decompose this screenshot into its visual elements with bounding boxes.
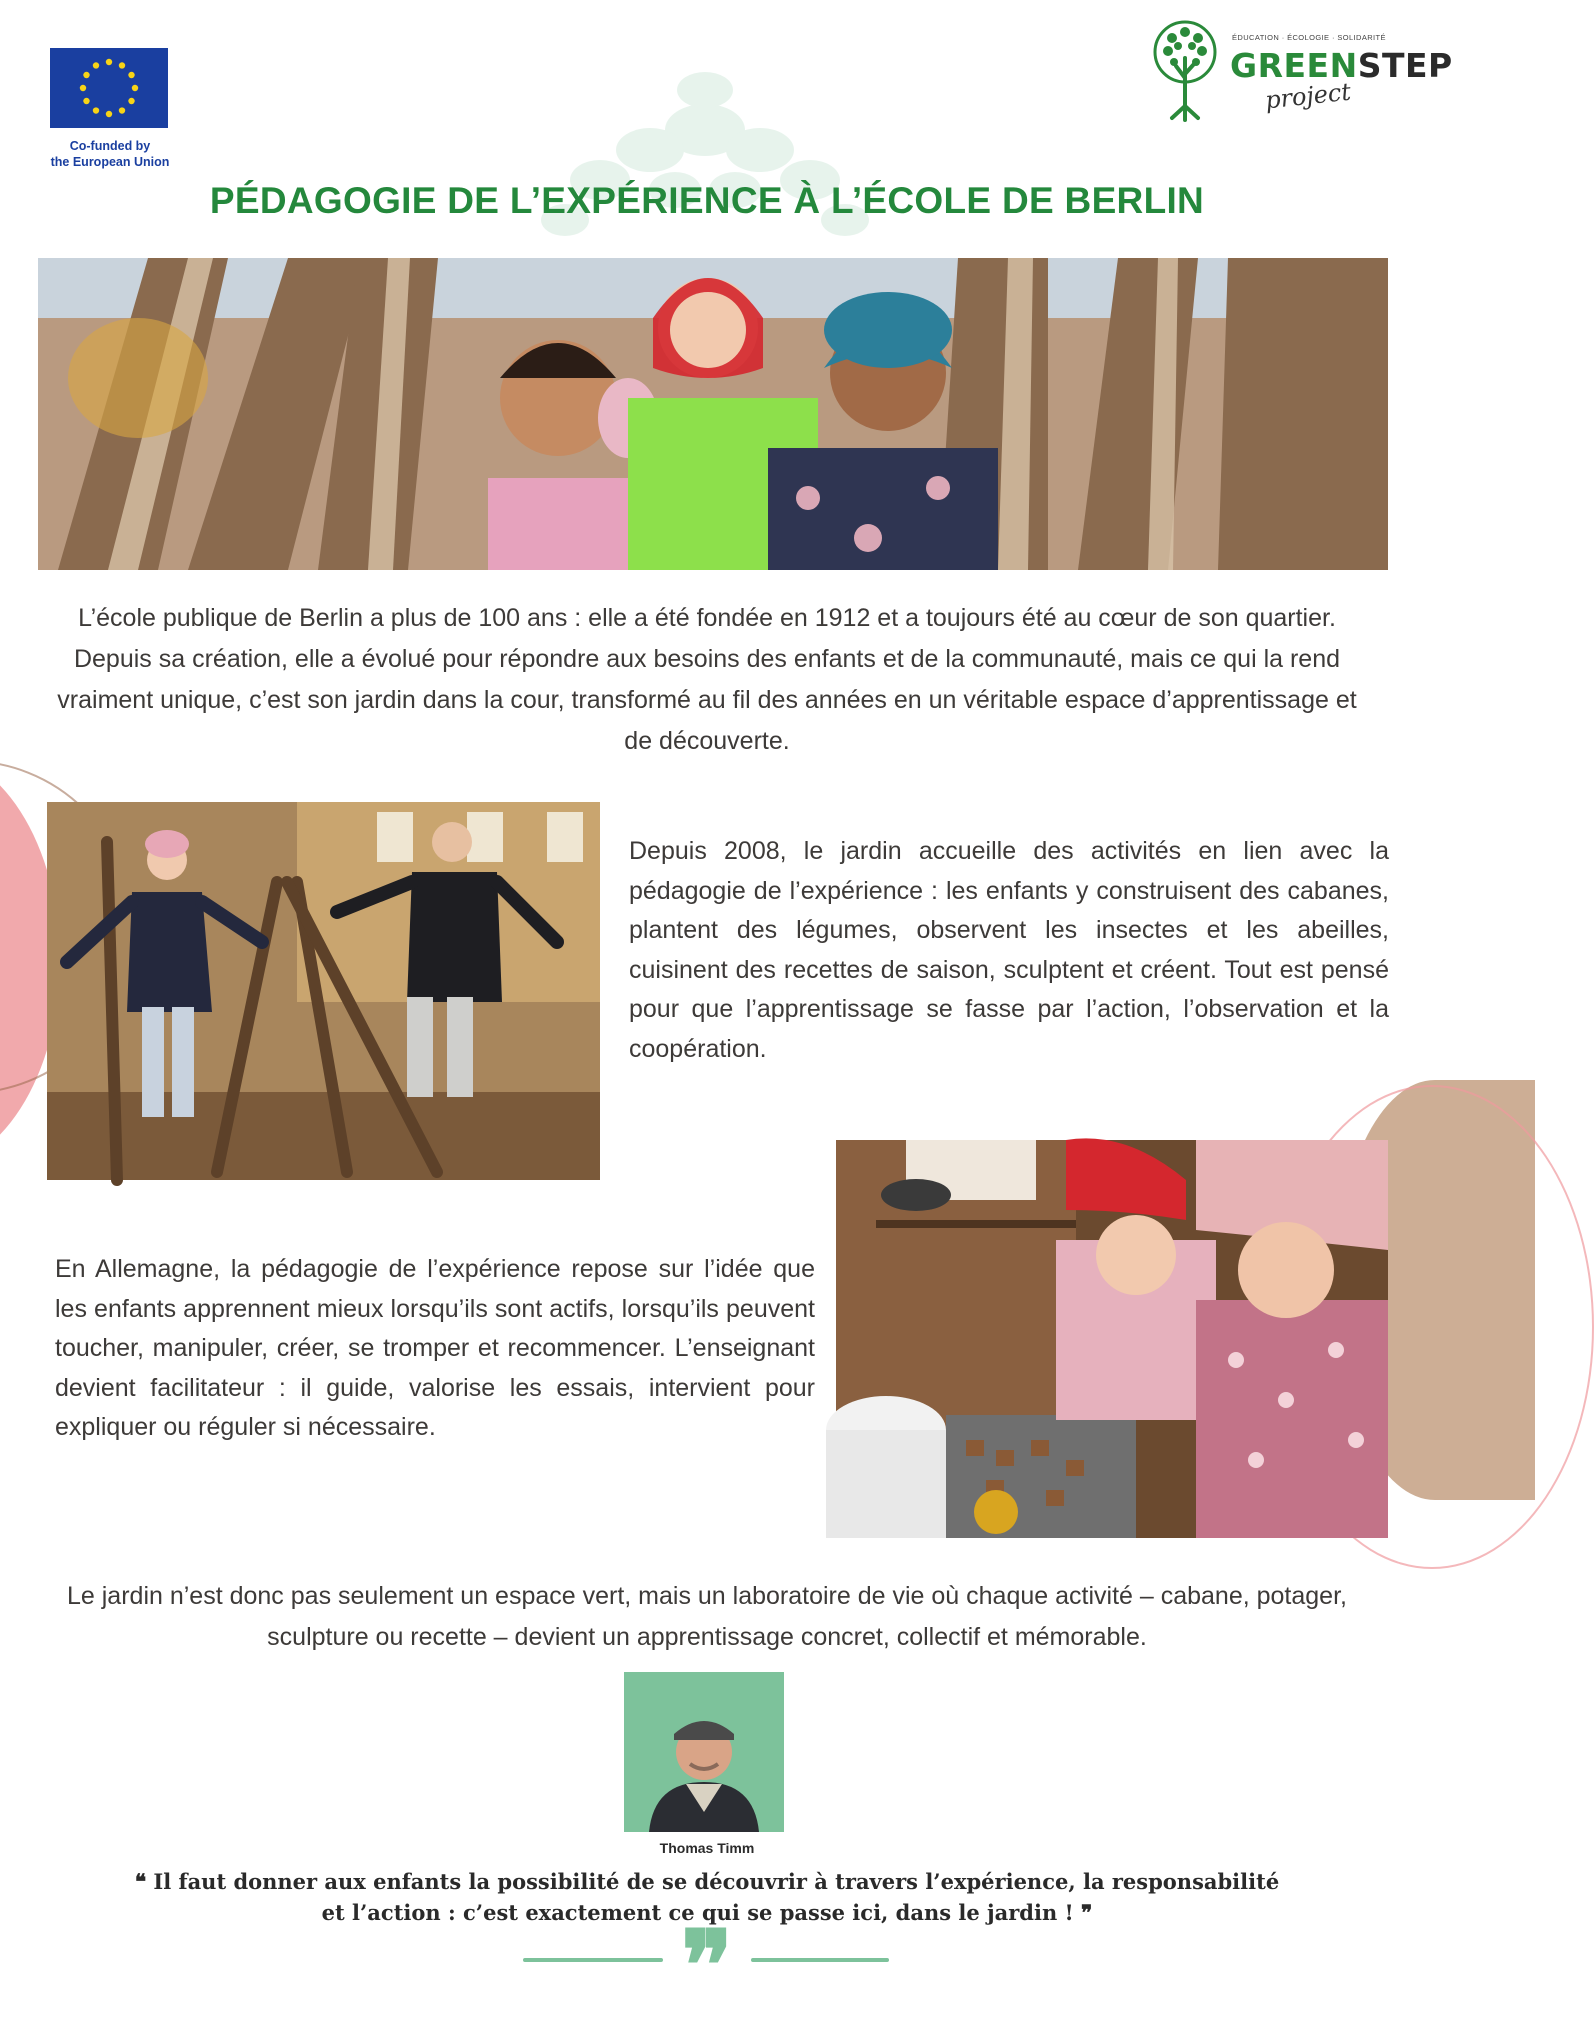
eu-star-icon	[83, 98, 89, 104]
quote-icon: ❞	[681, 1909, 733, 2022]
eu-star-icon	[119, 107, 125, 113]
quote-divider-right	[751, 1958, 889, 1962]
testimonial-quote-line1: ❝ Il faut donner aux enfants la possibilité de se découvrir à travers l’expérience, la responsabilité	[134, 1869, 1280, 1894]
eu-star-icon	[128, 72, 134, 78]
greenstep-project: project	[1263, 77, 1353, 115]
eu-caption-line2: the European Union	[50, 155, 170, 169]
eu-flag-icon	[50, 48, 168, 128]
eu-star-icon	[106, 111, 112, 117]
conclusion-paragraph: Le jardin n’est donc pas seulement un espace vert, mais un laboratoire de vie où chaque activité – cabane, potager, sculpture ou recette – devient un apprentissage concret, collectif et mémorable.	[67, 1582, 1347, 1651]
avatar	[624, 1672, 784, 1832]
greenstep-tree-icon	[1150, 18, 1220, 122]
page-title: PÉDAGOGIE DE L’EXPÉRIENCE À L’ÉCOLE DE BERLIN	[209, 180, 1205, 221]
germany-paragraph: En Allemagne, la pédagogie de l’expérience repose sur l’idée que les enfants apprennent mieux lorsqu’ils sont actifs, lorsqu’ils peuvent toucher, manipuler, créer, se tromper et recommencer. L’enseignant devient facilitateur : il guide, valorise les essais, intervient pour expliquer ou réguler si nécessaire.	[55, 1255, 815, 1441]
quote-divider-left	[523, 1958, 663, 1962]
photo-children-cooking	[836, 1140, 1388, 1538]
testimonial-quote-line2: et l’action : c’est exactement ce qui se passe ici, dans le jardin ! ❞	[321, 1900, 1093, 1925]
eu-star-icon	[119, 62, 125, 68]
eu-star-icon	[106, 59, 112, 65]
tree-watermark-icon	[470, 60, 940, 270]
greenstep-name-green: GREEN	[1230, 46, 1358, 85]
eu-star-icon	[80, 85, 86, 91]
eu-star-icon	[132, 85, 138, 91]
eu-caption-line1: Co-funded by	[69, 139, 151, 153]
eu-star-icon	[93, 62, 99, 68]
testimonial-author: Thomas Timm	[659, 1840, 755, 1856]
greenstep-tagline: ÉDUCATION · ÉCOLOGIE · SOLIDARITÉ	[1232, 33, 1386, 42]
eu-star-icon	[128, 98, 134, 104]
eu-cofunded-caption	[30, 138, 190, 170]
since-2008-paragraph: Depuis 2008, le jardin accueille des activités en lien avec la pédagogie de l’expérience : les enfants y construisent des cabanes, plantent des légumes, observent les insectes et les abeilles, cuisinent des recettes de saison, sculptent et créent. Tout est pensé pour que l’apprentissage se fasse par l’action, l’observation et la coopération.	[629, 837, 1389, 1063]
eu-star-icon	[93, 107, 99, 113]
hero-photo-children-log-hut	[38, 258, 1388, 570]
eu-star-icon	[83, 72, 89, 78]
greenstep-name-dark: STEP	[1357, 46, 1453, 85]
photo-children-balancing	[47, 802, 600, 1180]
intro-paragraph: L’école publique de Berlin a plus de 100 ans : elle a été fondée en 1912 et a toujours été au cœur de son quartier. Depuis sa création, elle a évolué pour répondre aux besoins des enfants et de la communauté, mais ce qui la rend vraiment unique, c’est son jardin dans la cour, transformé au fil des années en un véritable espace d’apprentissage et de découverte.	[57, 604, 1357, 755]
